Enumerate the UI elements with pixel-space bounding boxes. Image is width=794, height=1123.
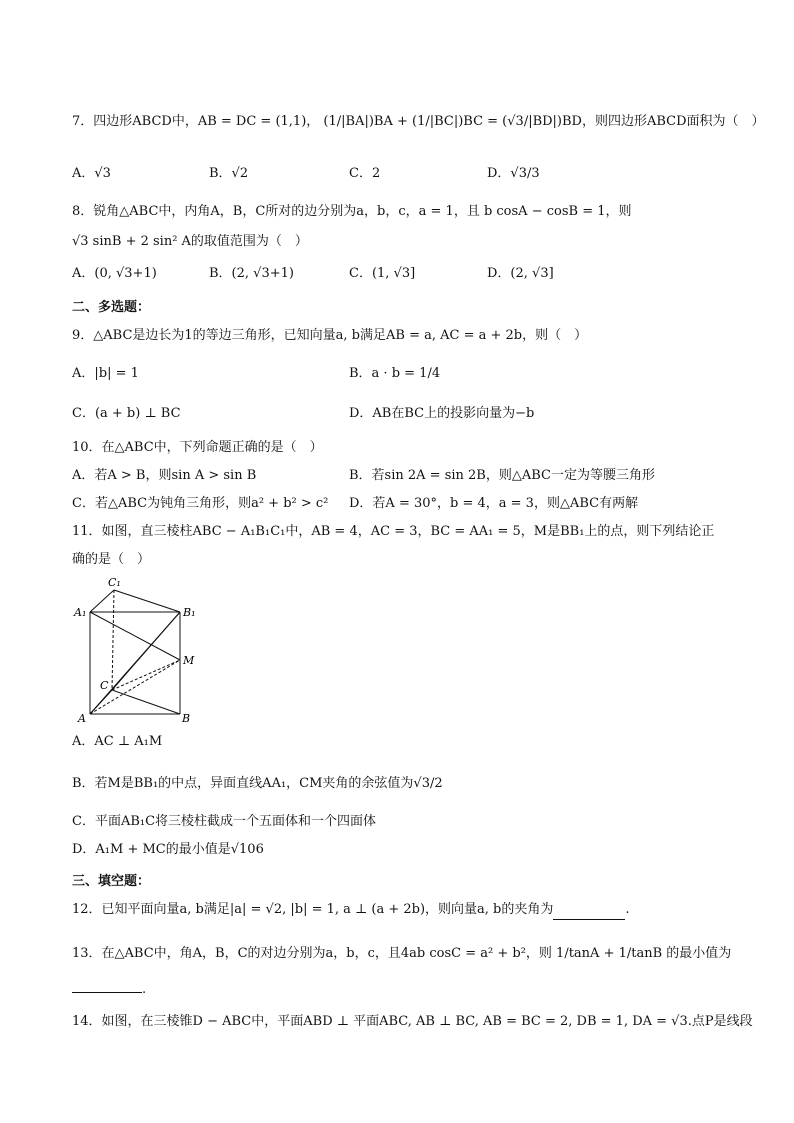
- q7-option-a: A．√3: [72, 166, 111, 181]
- label-c1: C₁: [108, 576, 121, 589]
- question-9-stem: 9．△ABC是边长为1的等边三角形，已知向量a, b满足AB = a, AC = a + 2b，则（ ）: [72, 328, 588, 343]
- q7-option-c: C．2: [349, 166, 381, 181]
- question-11-line1: 11．如图，直三棱柱ABC − A₁B₁C₁中，AB = 4，AC = 3，BC = AA₁ = 5，M是BB₁上的点，则下列结论正: [72, 524, 715, 539]
- question-7-stem: 7．四边形ABCD中，AB = DC = (1,1)， (1/|BA|)BA + (1/|BC|)BC = (√3/|BD|)BD，则四边形ABCD面积为（ ）: [72, 114, 765, 129]
- q9-option-d: D．AB在BC上的投影向量为−b: [349, 406, 535, 421]
- q8-option-d: D．(2, √3]: [487, 266, 554, 281]
- label-m: M: [183, 654, 195, 667]
- edge-cb: [112, 690, 180, 714]
- edge-cb1: [112, 612, 180, 690]
- q11-option-d: D．A₁M + MC的最小值是√106: [72, 842, 264, 857]
- label-a1: A₁: [74, 606, 87, 619]
- edge-a1c1: [90, 590, 114, 612]
- question-13-line2: .: [72, 978, 146, 1000]
- q11-option-a: A．AC ⊥ A₁M: [72, 734, 163, 749]
- question-14-line1: 14．如图，在三棱锥D − ABC中，平面ABD ⊥ 平面ABC, AB ⊥ BC, AB = BC = 2, DB = 1, DA = √3.点P是线段: [72, 1014, 753, 1029]
- q9-option-b: B．a · b = 1/4: [349, 366, 441, 381]
- question-11-line2: 确的是（ ）: [72, 552, 151, 567]
- edge-cm-hidden: [112, 660, 180, 690]
- q10-option-b: B．若sin 2A = sin 2B，则△ABC一定为等腰三角形: [349, 468, 655, 483]
- question-10-stem: 10．在△ABC中，下列命题正确的是（ ）: [72, 440, 323, 455]
- q8-option-c: C．(1, √3]: [349, 266, 416, 281]
- edge-a1m: [90, 612, 180, 660]
- q11-option-b: B．若M是BB₁的中点，异面直线AA₁，CM夹角的余弦值为√3/2: [72, 776, 443, 791]
- q8-option-a: A．(0, √3+1): [72, 266, 157, 281]
- q9-option-a: A．|b| = 1: [72, 366, 139, 381]
- section-heading-multi-choice: 二、多选题：: [72, 300, 151, 315]
- q7-option-d: D．√3/3: [487, 166, 540, 181]
- label-b: B: [182, 712, 191, 725]
- q11-option-c: C．平面AB₁C将三棱柱截成一个五面体和一个四面体: [72, 814, 377, 829]
- edge-cc1-hidden: [112, 590, 114, 690]
- question-8-line1: 8．锐角△ABC中，内角A，B，C所对的边分别为a，b，c，a = 1，且 b cosA − cosB = 1，则: [72, 204, 632, 219]
- q9-option-c: C．(a + b) ⊥ BC: [72, 406, 181, 421]
- q10-option-a: A．若A > B，则sin A > sin B: [72, 468, 257, 483]
- label-c: C: [100, 679, 109, 692]
- answer-blank-12[interactable]: [553, 905, 625, 920]
- answer-blank-13[interactable]: [72, 978, 142, 993]
- q7-option-b: B．√2: [209, 166, 249, 181]
- question-12-text: 12．已知平面向量a, b满足|a| = √2, |b| = 1, a ⊥ (a + 2b)，则向量a, b的夹角为: [72, 902, 554, 917]
- q10-option-d: D．若A = 30°，b = 4，a = 3，则△ABC有两解: [349, 496, 639, 511]
- edge-c1b1: [114, 590, 180, 612]
- question-8-line2: √3 sinB + 2 sin² A的取值范围为（ ）: [72, 234, 308, 249]
- label-b1: B₁: [183, 606, 196, 619]
- prism-figure: [72, 576, 202, 726]
- q10-option-c: C．若△ABC为钝角三角形，则a² + b² > c²: [72, 496, 329, 511]
- label-a: A: [78, 712, 86, 725]
- q8-option-b: B．(2, √3+1): [209, 266, 294, 281]
- question-13-line1: 13．在△ABC中，角A，B，C的对边分别为a，b，c，且4ab cosC = a² + b²，则 1/tanA + 1/tanB 的最小值为: [72, 946, 732, 961]
- question-12: 12．已知平面向量a, b满足|a| = √2, |b| = 1, a ⊥ (a + 2b)，则向量a, b的夹角为 .: [72, 900, 630, 920]
- section-heading-fill-blank: 三、填空题：: [72, 874, 151, 889]
